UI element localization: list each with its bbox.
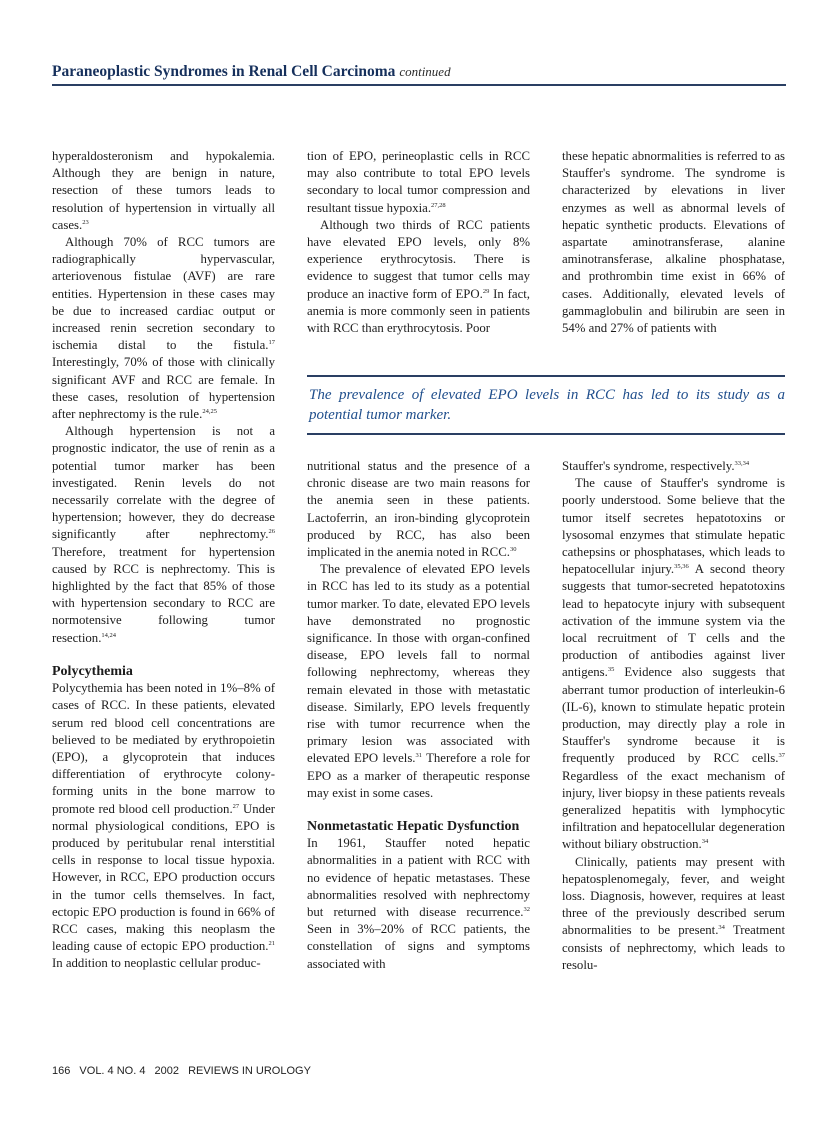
running-header bbox=[52, 62, 786, 82]
column-2-bottom bbox=[307, 458, 530, 973]
column-2-top bbox=[307, 148, 530, 337]
citation-ref: 34 bbox=[701, 838, 709, 846]
citation-ref: 30 bbox=[509, 546, 517, 554]
citation-ref: 27 bbox=[232, 802, 240, 810]
pull-quote bbox=[307, 375, 785, 435]
citation-ref: 33,34 bbox=[734, 460, 750, 467]
citation-ref: 26 bbox=[268, 528, 275, 536]
paragraph: The cause of Stauffer's syndrome is poorly understood. Some believe that the tumor itself secretes hepatotoxins or lysosomal enzymes that stimulate hepatic cathepsins or phosphatases, which leads to hepatocellular injury.$^{35,36}$ A second theory suggests that tumor-secreted hepatotoxins lead to hepatocyte injury with subsequent activation of the immune system via the local recruitment of T cells and the production of antibodies against liver antigens.$^{35}$ Evidence also suggests that aberrant tumor production of interleukin-6 (IL-6), known to stimulate hepatic protein production, may directly play a role in Stauffer's syndrome because it is frequently produced by RCC cells.$^{37}$ Regardless of the exact mechanism of injury, liver biopsy in these patients reveals generalized hepatitis with lymphocytic infiltration and hepatocellular degeneration without biliary obstruction.$^{34}$ bbox=[562, 476, 785, 852]
paragraph: Clinically, patients may present with hepatosplenomegaly, fever, and weight loss. Diagnosis, however, requires at least three of the previously described serum abnormalities to be present.$^{34}$ Treatment consists of nephrectomy, which leads to resolu- bbox=[562, 854, 785, 972]
citation-ref: 24,25 bbox=[202, 408, 217, 416]
paragraph: Although 70% of RCC tumors are radiographically hypervascular, arteriovenous fistulae (AVF) are rare entities. Hypertension in these cases may be due to increased cardiac output or increased renin secretion secondary to ischemia distal to the fistula.$^{17}$ Interestingly, 70% of those with clinically significant AVF and RCC are female. In these cases, resolution of hypertension after nephrectomy is the rule.$^{24,25}$ bbox=[52, 235, 275, 422]
citation-ref: 35 bbox=[607, 666, 615, 674]
header-title-text: Paraneoplastic Syndromes in Renal Cell Carcinoma bbox=[52, 63, 396, 80]
paragraph: nutritional status and the presence of a chronic disease are two main reasons for the anemia seen in these patients. Lactoferrin, an iron-binding glycoprotein produced by RCC, has also been implicated in the anemia noted in RCC.$^{30}$ bbox=[307, 459, 530, 560]
citation-ref: 23 bbox=[82, 218, 89, 226]
pull-quote-rule-top bbox=[307, 375, 785, 377]
paragraph: Polycythemia has been noted in 1%–8% of cases of RCC. In these patients, elevated serum red blood cell concentrations are believed to be mediated by erythropoietin (EPO), a glycoprotein that induces differentiation of erythrocyte colony-forming units in the bone marrow to promote red blood cell production.$^{27}$ Under normal physiological conditions, EPO is produced by peritubular renal interstitial cells in response to local tissue hypoxia. However, in RCC, EPO production occurs in the tumor cells themselves. In fact, ectopic EPO production is found in 66% of RCC cases, making this neoplasm the leading cause of ectopic EPO production.$^{21}$ In addition to neoplastic cellular produc- bbox=[52, 681, 276, 971]
column-1 bbox=[52, 148, 275, 973]
paragraph: Stauffer's syndrome, respectively.$^{33,34}$ bbox=[562, 459, 750, 473]
citation-ref: 37 bbox=[778, 752, 785, 760]
year: 2002 bbox=[154, 1065, 179, 1077]
paragraph: these hepatic abnormalities is referred to as Stauffer's syndrome. The syndrome is characterized by elevations in liver enzymes as well as abnormal levels of hepatic synthetic products. Elevations of aspartate aminotransferase, alanine aminotransferase, alkaline phosphatase, and prothrombin time exist in 66% of cases. Additionally, elevated levels of gammaglobulin and bilirubin are seen in 54% and 27% of patients with bbox=[562, 149, 785, 336]
paragraph: In 1961, Stauffer noted hepatic abnormalities in a patient with RCC with no evidence of hepatic metastases. These abnormalities resolved with nephrectomy but returned with disease recurrence.$^{32}$ Seen in 3%–20% of RCC patients, the constellation of signs and symptoms associated with bbox=[307, 836, 530, 971]
page-footer bbox=[52, 1065, 317, 1077]
citation-ref: 17 bbox=[268, 339, 275, 347]
paragraph: The prevalence of elevated EPO levels in RCC has led to its study as a potential tumor marker. To date, elevated EPO levels have demonstrated no prognostic significance. In those with organ-confined disease, EPO levels fall to normal following nephrectomy, whereas they remain elevated in those with metastatic disease. Similarly, EPO levels frequently rise with tumor recurrence when the primary lesion was associated with elevated EPO levels.$^{31}$ Therefore a role for EPO as a marker of therapeutic response may exist in some cases. bbox=[307, 562, 530, 800]
journal-name: REVIEWS IN UROLOGY bbox=[188, 1065, 311, 1077]
citation-ref: 29 bbox=[482, 287, 490, 295]
volume-issue: VOL. 4 NO. 4 bbox=[79, 1065, 146, 1077]
paragraph: hyperaldosteronism and hypokalemia. Although they are benign in nature, resection of these tumors leads to resolution of hypertension in virtually all cases.$^{23}$ bbox=[52, 149, 275, 232]
paragraph: Although hypertension is not a prognostic indicator, the use of renin as a potential tumor marker has been investigated. Renin levels do not necessarily correlate with the degree of hypertension; however, they do decrease significantly after nephrectomy.$^{26}$ Therefore, treatment for hypertension caused by RCC is nephrectomy. This is highlighted by the fact that 85% of those with hypertension secondary to RCC are normotensive following tumor resection.$^{14,24}$ bbox=[52, 424, 275, 645]
paragraph: Although two thirds of RCC patients have elevated EPO levels, only 8% experience erythrocytosis. There is evidence to suggest that tumor cells may produce an inactive form of EPO.$^{29}$ In fact, anemia is more commonly seen in patients with RCC than erythrocytosis. Poor bbox=[307, 217, 531, 336]
citation-ref: 32 bbox=[523, 906, 530, 914]
column-3-top bbox=[562, 148, 785, 337]
citation-ref: 31 bbox=[415, 752, 422, 760]
pull-quote-rule-bottom bbox=[307, 433, 785, 435]
section-heading-polycythemia: Polycythemia bbox=[52, 663, 133, 679]
header-continued: continued bbox=[399, 64, 451, 79]
citation-ref: 14,24 bbox=[101, 631, 117, 639]
pull-quote-text: The prevalence of elevated EPO levels in RCC has led to its study as a potential tumor marker. bbox=[309, 387, 785, 423]
section-heading-hepatic-dysfunction: Nonmetastatic Hepatic Dysfunction bbox=[307, 819, 520, 835]
running-header-title bbox=[52, 62, 786, 82]
paragraph: tion of EPO, perineoplastic cells in RCC may also contribute to total EPO levels secondary to local tumor compression and resultant tissue hypoxia.$^{27,28}$ bbox=[307, 149, 530, 215]
citation-ref: 35,36 bbox=[674, 563, 689, 571]
page-number: 166 bbox=[52, 1065, 71, 1077]
citation-ref: 34 bbox=[718, 924, 725, 932]
column-3-bottom bbox=[562, 458, 785, 974]
citation-ref: 27,28 bbox=[431, 201, 446, 209]
citation-ref: 21 bbox=[268, 940, 275, 948]
header-rule bbox=[52, 84, 786, 86]
